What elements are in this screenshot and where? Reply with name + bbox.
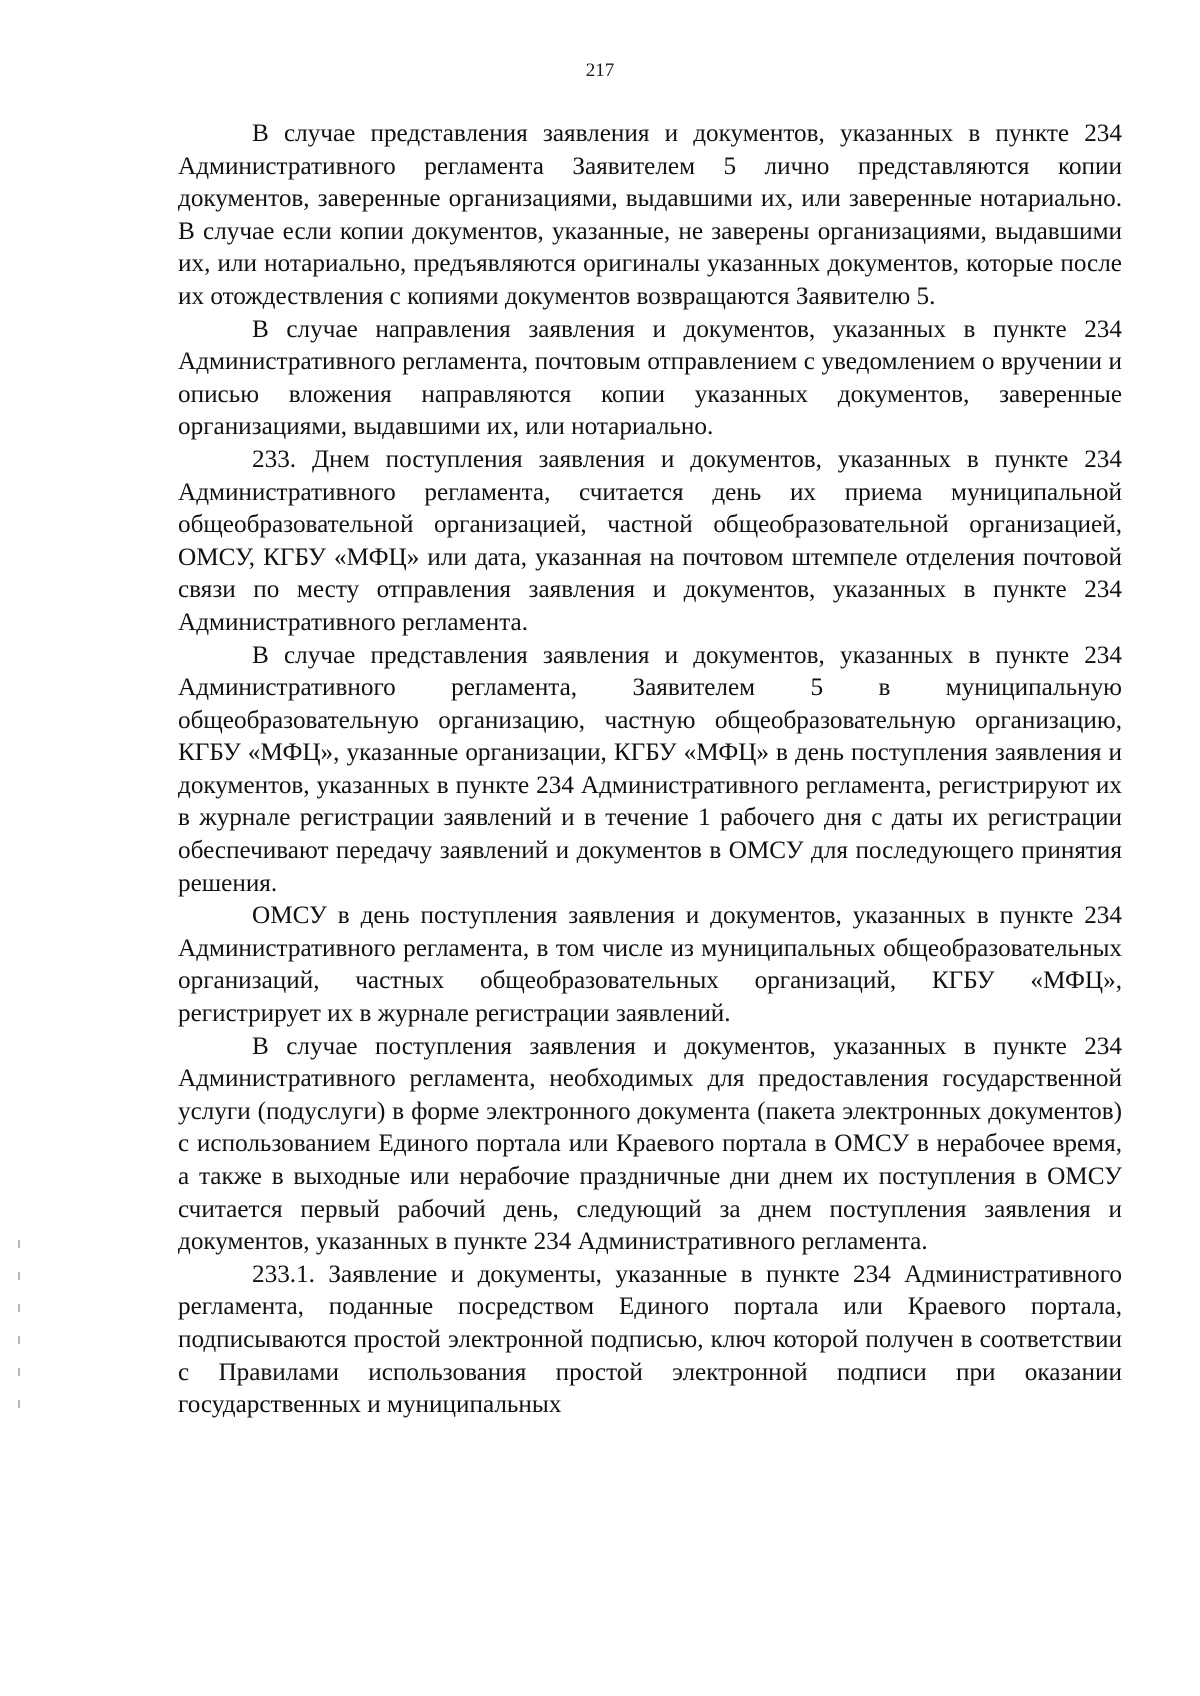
scan-mark (18, 1336, 20, 1344)
scan-mark (18, 1240, 20, 1248)
paragraph-3: 233. Днем поступления заявления и документов, указанных в пункте 234 Административного регламента, считается день их приема муниципальной общеобразовательной организацией, частной общеобразовательной организацией, ОМСУ, КГБУ «МФЦ» или дата, указанная на почтовом штемпеле отделения почтовой связи по месту отправления заявления и документов, указанных в пункте 234 Административного регламента. (178, 445, 1122, 636)
scan-margin-marks (18, 1240, 20, 1420)
scan-mark (18, 1304, 20, 1312)
paragraph-1: В случае представления заявления и документов, указанных в пункте 234 Административного регламента Заявителем 5 лично представляются копии документов, заверенные организациями, выдавшими их, или заверенные нотариально. В случае если копии документов, указанные, не заверены организациями, выдавшими их, или нотариально, предъявляются оригиналы указанных документов, которые после их отождествления с копиями документов возвращаются Заявителю 5. (178, 120, 1122, 310)
paragraph-5: ОМСУ в день поступления заявления и документов, указанных в пункте 234 Административного регламента, в том числе из муниципальных общеобразовательных организаций, частных общеобразовательных организаций, КГБУ «МФЦ», регистрирует их в журнале регистрации заявлений. (178, 902, 1122, 1028)
paragraph-7: 233.1. Заявление и документы, указанные в пункте 234 Административного регламента, поданные посредством Единого портала или Краевого портала, подписываются простой электронной подписью, ключ которой получен в соответствии с Правилами использования простой электронной подписи при оказании государственных и муниципальных (178, 1260, 1122, 1419)
paragraph-4: В случае представления заявления и документов, указанных в пункте 234 Административного регламента, Заявителем 5 в муниципальную общеобразовательную организацию, частную общеобразовательную организацию, КГБУ «МФЦ», указанные организации, КГБУ «МФЦ» в день поступления заявления и документов, указанных в пункте 234 Административного регламента, регистрируют их в журнале регистрации заявлений и в течение 1 рабочего дня с даты их регистрации обеспечивают передачу заявлений и документов в ОМСУ для последующего принятия решения. (178, 641, 1122, 897)
paragraph-6: В случае поступления заявления и документов, указанных в пункте 234 Административного регламента, необходимых для предоставления государственной услуги (подуслуги) в форме электронного документа (пакета электронных документов) с использованием Единого портала или Краевого портала в ОМСУ в нерабочее время, а также в выходные или нерабочие праздничные дни днем их поступления в ОМСУ считается первый рабочий день, следующий за днем поступления заявления и документов, указанных в пункте 234 Административного регламента. (178, 1032, 1122, 1256)
scan-mark (18, 1368, 20, 1376)
paragraph-2: В случае направления заявления и документов, указанных в пункте 234 Административного регламента, почтовым отправлением с уведомлением о вручении и описью вложения направляются копии указанных документов, заверенные организациями, выдавшими их, или нотариально. (178, 315, 1122, 441)
scan-mark (18, 1272, 20, 1280)
page-number: 217 (585, 60, 615, 81)
scan-mark (18, 1400, 20, 1408)
document-body (178, 118, 1122, 1422)
